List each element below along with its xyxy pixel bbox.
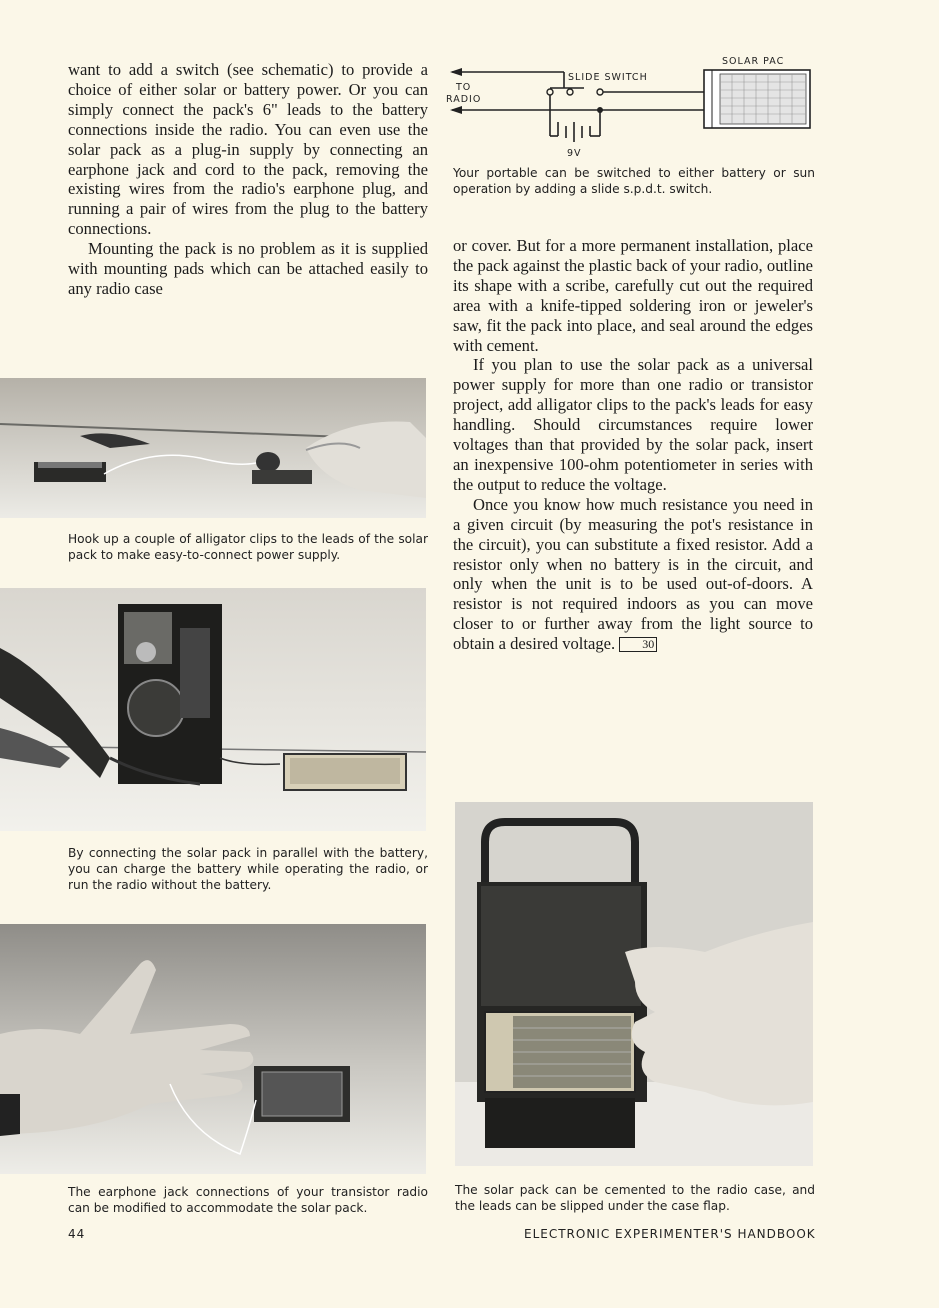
photo4-caption: The solar pack can be cemented to the radio case, and the leads can be slipped under the case flap. (455, 1183, 815, 1213)
schematic-to-label: TO (456, 82, 472, 93)
paragraph: Mounting the pack is no problem as it is supplied with mounting pads which can be attached easily to any radio case (68, 239, 428, 298)
paragraph: want to add a switch (see schematic) to provide a choice of either solar or battery power. Or you can simply connect the pack's 6" leads to the battery connections inside the radio. You can even use the solar pack as a plug-in supply by connecting an earphone jack and cord to the pack, removing the existing wires from the radio's earphone plug, and running a pair of wires from the plug to the battery connections. (68, 60, 428, 239)
paragraph: or cover. But for a more permanent installation, place the pack against the plastic back of your radio, outline its shape with a scribe, carefully cut out the required area with a knife-tipped soldering iron or jeweler's saw, fit the pack into place, and seal around the edges with cement. (453, 236, 813, 355)
right-column-text (453, 236, 813, 654)
photo3-caption: The earphone jack connections of your transistor radio can be modified to accommodate the solar pack. (68, 1185, 428, 1215)
paragraph: If you plan to use the solar pack as a universal power supply for more than one radio or transistor project, add alligator clips to the pack's leads for easy handling. Should circumstances require lower voltages than that provided by the solar pack, insert an inexpensive 100-ohm potentiometer in series with the output to reduce the voltage. (453, 355, 813, 494)
schematic-caption: Your portable can be switched to either battery or sun operation by adding a slide s.p.d.t. switch. (453, 166, 815, 196)
schematic-battery-label: 9V (567, 148, 582, 159)
publication-title: ELECTRONIC EXPERIMENTER'S HANDBOOK (524, 1227, 816, 1241)
paragraph (453, 495, 813, 654)
paragraph-text: Once you know how much resistance you need in a given circuit (by measuring the pot's resistance in the circuit), you can substitute a fixed resistor. Add a resistor only when no battery is in the circuit, and only when the unit is to be used out-of-doors. A resistor is not required indoors as you can move closer to or further away from the light source to obtain a desired voltage. (453, 494, 813, 654)
photo-alligator-clips (0, 378, 426, 518)
end-mark: 30 (619, 637, 657, 652)
photo1-caption: Hook up a couple of alligator clips to the leads of the solar pack to make easy-to-connect power supply. (68, 532, 428, 562)
photo-earphone-jack (0, 924, 426, 1174)
schematic-solar-label: SOLAR PAC (722, 56, 785, 67)
page-number: 44 (68, 1227, 86, 1241)
schematic-radio-label: RADIO (446, 94, 482, 105)
left-column-text (68, 60, 428, 299)
photo-parallel-charging (0, 588, 426, 831)
schematic-switch-label: SLIDE SWITCH (568, 72, 648, 83)
photo2-caption: By connecting the solar pack in parallel with the battery, you can charge the battery while operating the radio, or run the radio without the battery. (68, 846, 428, 892)
photo-cemented-case (455, 802, 813, 1166)
schematic-diagram (446, 52, 818, 160)
